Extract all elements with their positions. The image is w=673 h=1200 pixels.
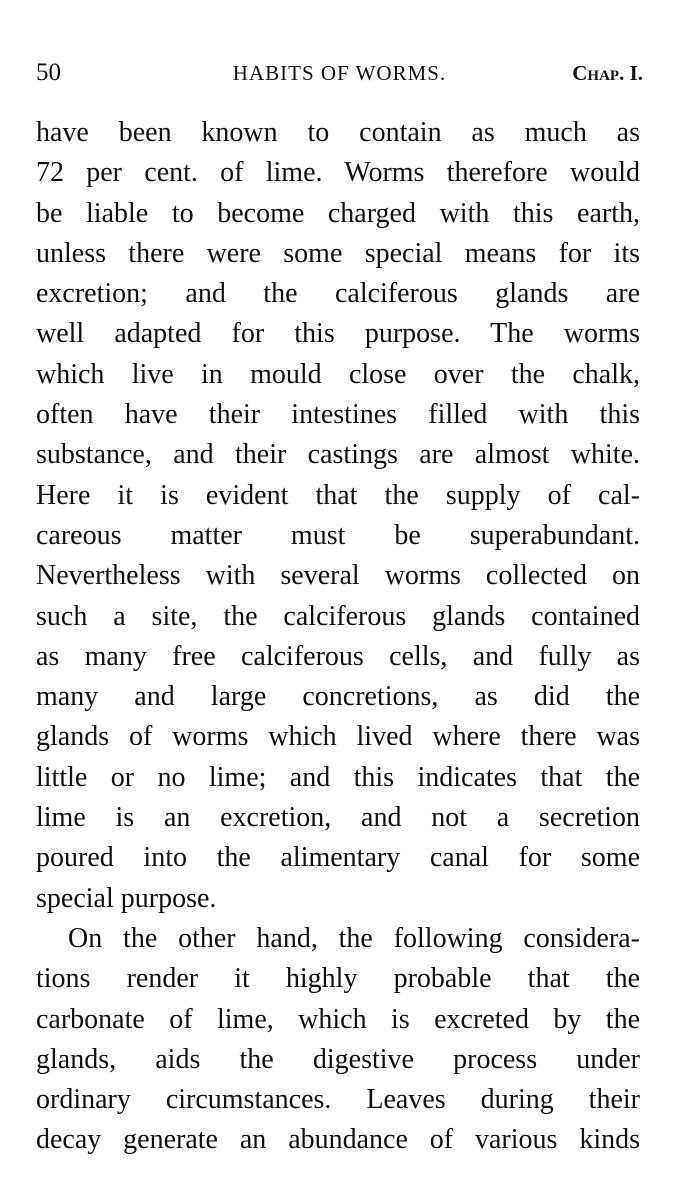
text-line: which live in mould close over the chalk, bbox=[36, 358, 640, 390]
running-head bbox=[36, 56, 643, 90]
text-line: 72 per cent. of lime. Worms therefore would bbox=[36, 157, 640, 189]
paragraph-2 bbox=[36, 919, 640, 1161]
running-title: HABITS OF WORMS. bbox=[232, 61, 447, 85]
text-line: have been known to contain as much as bbox=[36, 117, 640, 148]
page-number: 50 bbox=[36, 59, 61, 86]
text-line: ordinary circumstances. Leaves during their bbox=[36, 1084, 640, 1116]
text-line: as many free calciferous cells, and fully as bbox=[36, 640, 640, 672]
text-line: excretion; and the calciferous glands are bbox=[36, 278, 640, 310]
text-line: lime is an excretion, and not a secretion bbox=[36, 802, 640, 834]
text-line: Here it is evident that the supply of cal- bbox=[36, 479, 640, 511]
text-line: unless there were some special means for its bbox=[36, 237, 640, 269]
text-line: poured into the alimentary canal for some bbox=[36, 842, 640, 874]
text-line: Nevertheless with several worms collected on bbox=[36, 560, 640, 592]
text-line: substance, and their castings are almost white. bbox=[36, 439, 640, 471]
text-line: be liable to become charged with this earth, bbox=[36, 197, 640, 229]
text-line: tions render it highly probable that the bbox=[36, 963, 640, 995]
text-line: many and large concretions, as did the bbox=[36, 681, 640, 713]
text-line: glands of worms which lived where there was bbox=[36, 721, 640, 753]
text-line: well adapted for this purpose. The worms bbox=[36, 318, 640, 350]
text-line: glands, aids the digestive process under bbox=[36, 1043, 640, 1075]
text-line: often have their intestines filled with this bbox=[36, 399, 640, 431]
text-line: careous matter must be superabundant. bbox=[36, 519, 640, 551]
text-line: little or no lime; and this indicates that the bbox=[36, 761, 640, 793]
paragraph-1 bbox=[36, 113, 640, 919]
text-line: carbonate of lime, which is excreted by the bbox=[36, 1003, 640, 1035]
body-text bbox=[36, 113, 640, 1161]
text-line: such a site, the calciferous glands contained bbox=[36, 600, 640, 632]
text-line: special purpose. bbox=[36, 882, 217, 914]
text-line: decay generate an abundance of various kinds bbox=[36, 1124, 640, 1156]
chapter-reference: Chap. I. bbox=[572, 61, 643, 85]
text-line: On the other hand, the following considera- bbox=[68, 922, 640, 954]
